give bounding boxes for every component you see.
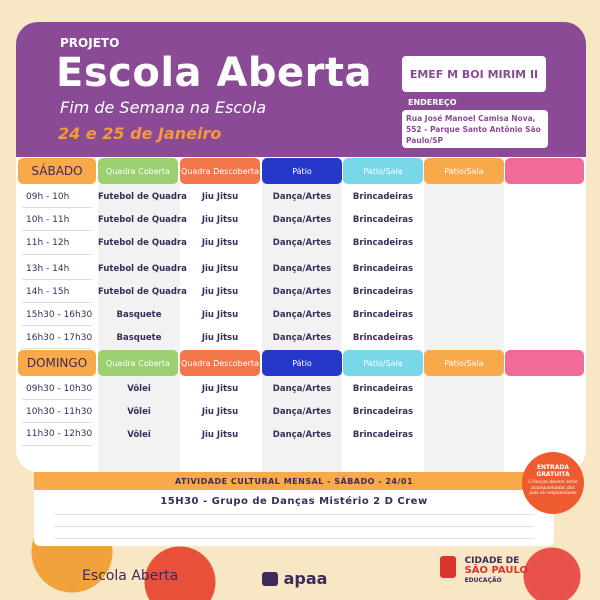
address-label: ENDEREÇO (408, 98, 457, 107)
table-cell: Vôlei (127, 430, 151, 440)
row-divider (22, 445, 92, 446)
table-cell: Jiu Jitsu (201, 264, 239, 274)
table-cell: Dança/Artes (272, 287, 332, 297)
table-cell: Jiu Jitsu (201, 192, 239, 202)
projeto-label: PROJETO (60, 36, 120, 50)
table-cell: Brincadeiras (352, 310, 414, 320)
city-emblem-icon (440, 556, 456, 578)
column-header: Quadra Descoberta (180, 350, 260, 376)
column-bg (424, 182, 504, 472)
table-cell: Brincadeiras (352, 287, 414, 297)
table-cell: Jiu Jitsu (201, 430, 239, 440)
table-cell: Dança/Artes (272, 192, 332, 202)
day-label-sunday: DOMINGO (18, 350, 96, 376)
time-cell: 11h30 - 12h30 (26, 429, 93, 439)
time-cell: 09h30 - 10h30 (26, 384, 93, 394)
divider (54, 526, 534, 527)
table-cell: Futebol de Quadra (98, 264, 187, 274)
table-cell: Brincadeiras (352, 333, 414, 343)
time-cell: 09h - 10h (26, 192, 70, 202)
column-header: Pátio/Sala (343, 158, 423, 184)
column-bg (262, 182, 342, 472)
table-cell: Jiu Jitsu (201, 215, 239, 225)
page-title: Escola Aberta (56, 50, 373, 96)
table-cell: Dança/Artes (272, 430, 332, 440)
table-cell: Jiu Jitsu (201, 287, 239, 297)
table-cell: Jiu Jitsu (201, 238, 239, 248)
apaa-logo-text: apaa (283, 569, 328, 588)
table-cell: Brincadeiras (352, 238, 414, 248)
row-divider (22, 399, 92, 400)
table-cell: Dança/Artes (272, 264, 332, 274)
column-header (505, 158, 584, 184)
column-header: Quadra Coberta (98, 158, 178, 184)
table-cell: Futebol de Quadra (98, 287, 187, 297)
column-header: Quadra Coberta (98, 350, 178, 376)
table-cell: Dança/Artes (272, 215, 332, 225)
saturday-header-row (16, 158, 586, 184)
time-cell: 14h - 15h (26, 287, 70, 297)
row-divider (22, 302, 92, 303)
time-cell: 15h30 - 16h30 (26, 310, 93, 320)
column-header (505, 350, 584, 376)
time-cell: 10h - 11h (26, 215, 70, 225)
cultural-activity-title: ATIVIDADE CULTURAL MENSAL - SÁBADO - 24/01 (34, 472, 554, 490)
table-cell: Brincadeiras (352, 407, 414, 417)
table-cell: Vôlei (127, 407, 151, 417)
table-cell: Jiu Jitsu (201, 407, 239, 417)
free-entry-badge (522, 452, 584, 514)
column-header: Pátio (262, 158, 342, 184)
escola-aberta-logo: Escola Aberta (82, 568, 179, 584)
badge-title: ENTRADA GRATUITA (536, 464, 570, 478)
time-cell: 16h30 - 17h30 (26, 333, 93, 343)
sunday-header-row (16, 350, 586, 376)
table-cell: Basquete (116, 310, 162, 320)
table-cell: Brincadeiras (352, 192, 414, 202)
time-cell: 13h - 14h (26, 264, 70, 274)
logo-line-2: SÃO PAULO (464, 565, 528, 576)
sao-paulo-logo (440, 556, 528, 586)
column-header: Pátio/Sala (343, 350, 423, 376)
table-cell: Vôlei (127, 384, 151, 394)
logo-line-1: CIDADE DE (464, 556, 520, 566)
table-cell: Futebol de Quadra (98, 215, 187, 225)
badge-note: Crianças devem estar acompanhadas dos pais ou responsáveis (528, 480, 578, 496)
table-cell: Dança/Artes (272, 407, 332, 417)
table-cell: Jiu Jitsu (201, 384, 239, 394)
row-divider (22, 348, 92, 349)
row-divider (22, 254, 92, 255)
table-cell: Dança/Artes (272, 333, 332, 343)
table-cell: Dança/Artes (272, 310, 332, 320)
row-divider (22, 279, 92, 280)
row-divider (22, 325, 92, 326)
time-cell: 10h30 - 11h30 (26, 407, 93, 417)
school-name: EMEF M BOI MIRIM II (402, 56, 546, 92)
address-text: Rua José Manoel Camisa Nova, 552 - Parque Santo Antônio São Paulo/SP (402, 110, 548, 148)
column-bg (98, 182, 187, 472)
row-divider (22, 230, 92, 231)
table-cell: Futebol de Quadra (98, 192, 187, 202)
time-cell: 11h - 12h (26, 238, 70, 248)
table-cell: Dança/Artes (272, 238, 332, 248)
table-cell: Brincadeiras (352, 215, 414, 225)
column-header: Pátio (262, 350, 342, 376)
apaa-icon (262, 572, 278, 586)
schedule-card (16, 22, 586, 472)
cultural-activity-box (34, 472, 554, 546)
table-cell: Dança/Artes (272, 384, 332, 394)
apaa-logo (262, 568, 327, 588)
divider (54, 538, 534, 539)
table-cell: Jiu Jitsu (201, 333, 239, 343)
table-cell: Brincadeiras (352, 384, 414, 394)
row-divider (22, 207, 92, 208)
column-header: Pátio/Sala (424, 350, 504, 376)
logo-line-3: EDUCAÇÃO (464, 577, 502, 584)
table-cell: Basquete (116, 333, 162, 343)
table-cell: Brincadeiras (352, 264, 414, 274)
page-subtitle: Fim de Semana na Escola (60, 98, 267, 117)
column-header: Quadra Descoberta (180, 158, 260, 184)
table-cell: Jiu Jitsu (201, 310, 239, 320)
row-divider (22, 422, 92, 423)
event-date: 24 e 25 de Janeiro (58, 124, 222, 143)
table-cell: Brincadeiras (352, 430, 414, 440)
table-cell: Futebol de Quadra (98, 238, 187, 248)
divider (54, 514, 534, 515)
column-header: Pátio/Sala (424, 158, 504, 184)
cultural-activity-event: 15H30 - Grupo de Danças Mistério 2 D Crew (160, 496, 428, 507)
header-banner (16, 22, 586, 157)
day-label-saturday: SÁBADO (18, 158, 96, 184)
